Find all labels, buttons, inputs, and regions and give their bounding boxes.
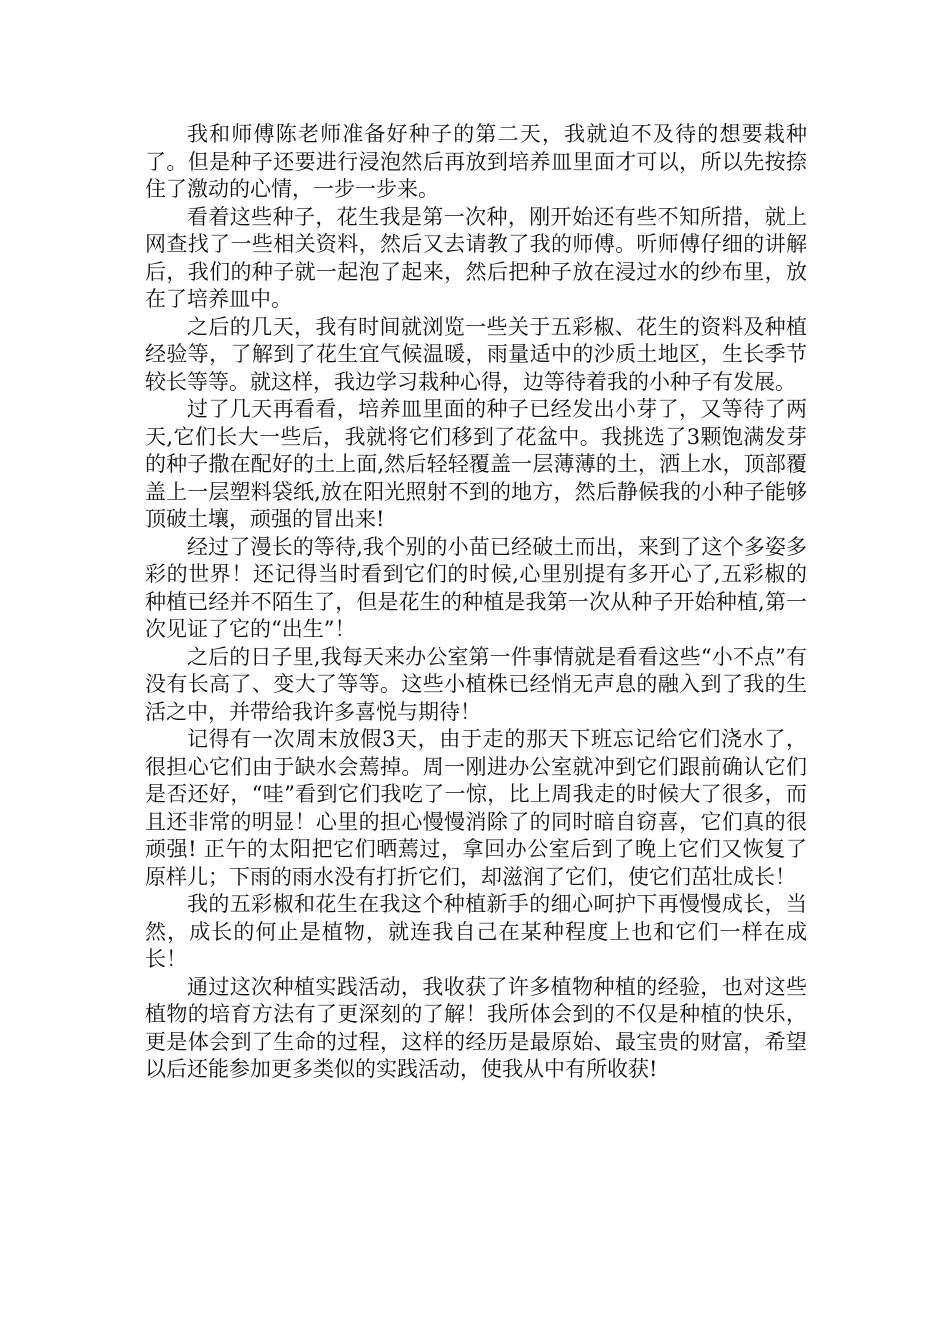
paragraph-6: 之后的日子里,我每天来办公室第一件事情就是看看这些“小不点”有没有长高了、变大了等等。这些小植株已经悄无声息的融入到了我的生活之中，并带给我许多喜悦与期待！	[145, 644, 807, 724]
paragraph-1: 我和师傅陈老师准备好种子的第二天，我就迫不及待的想要栽种了。但是种子还要进行浸泡然后再放到培养皿里面才可以，所以先按捺住了激动的心情，一步一步来。	[145, 122, 807, 201]
paragraph-4: 过了几天再看看，培养皿里面的种子已经发出小芽了，又等待了两天,它们长大一些后，我就将它们移到了花盆中。我挑选了3颗饱满发芽的种子撒在配好的土上面,然后轻轻覆盖一层薄薄的土，洒上水，顶部覆盖上一层塑料袋纸,放在阳光照射不到的地方，然后静候我的小种子能够顶破土壤，顽强的冒出来!	[145, 397, 807, 531]
paragraph-2: 看着这些种子，花生我是第一次种，刚开始还有些不知所措，就上网查找了一些相关资料，然后又去请教了我的师傅。听师傅仔细的讲解后，我们的种子就一起泡了起来，然后把种子放在浸过水的纱布里，放在了培养皿中。	[145, 204, 807, 311]
paragraph-5: 经过了漫长的等待,我个别的小苗已经破土而出，来到了这个多姿多彩的世界！还记得当时看到它们的时候,心里别提有多开心了,五彩椒的种植已经并不陌生了，但是花生的种植是我第一次从种子开始种植,第一次见证了它的“出生”！	[145, 534, 807, 641]
paragraph-9: 通过这次种植实践活动，我收获了许多植物种植的经验，也对这些植物的培育方法有了更深刻的了解！我所体会到的不仅是种植的快乐，更是体会到了生命的过程，这样的经历是最原始、最宝贵的财富，希望以后还能参加更多类似的实践活动，使我从中有所收获!	[145, 974, 807, 1081]
paragraph-3: 之后的几天，我有时间就浏览一些关于五彩椒、花生的资料及种植经验等，了解到了花生宜气候温暖，雨量适中的沙质土地区，生长季节较长等等。就这样，我边学习栽种心得，边等待着我的小种子有发展。	[145, 314, 807, 394]
document-body	[145, 121, 807, 1084]
paragraph-8: 我的五彩椒和花生在我这个种植新手的细心呵护下再慢慢成长，当然，成长的何止是植物，就连我自己在某种程度上也和它们一样在成长！	[145, 892, 807, 971]
paragraph-7: 记得有一次周末放假3天，由于走的那天下班忘记给它们浇水了，很担心它们由于缺水会蔫掉。周一刚进办公室就冲到它们跟前确认它们是否还好，“哇”看到它们我吃了一惊，比上周我走的时候大了很多，而且还非常的明显！心里的担心慢慢消除了的同时暗自窃喜，它们真的很顽强! 正午的太阳把它们晒蔫过，拿回办公室后到了晚上它们又恢复了原样儿；下雨的雨水没有打折它们，却滋润了它们，使它们茁壮成长！	[145, 727, 807, 889]
